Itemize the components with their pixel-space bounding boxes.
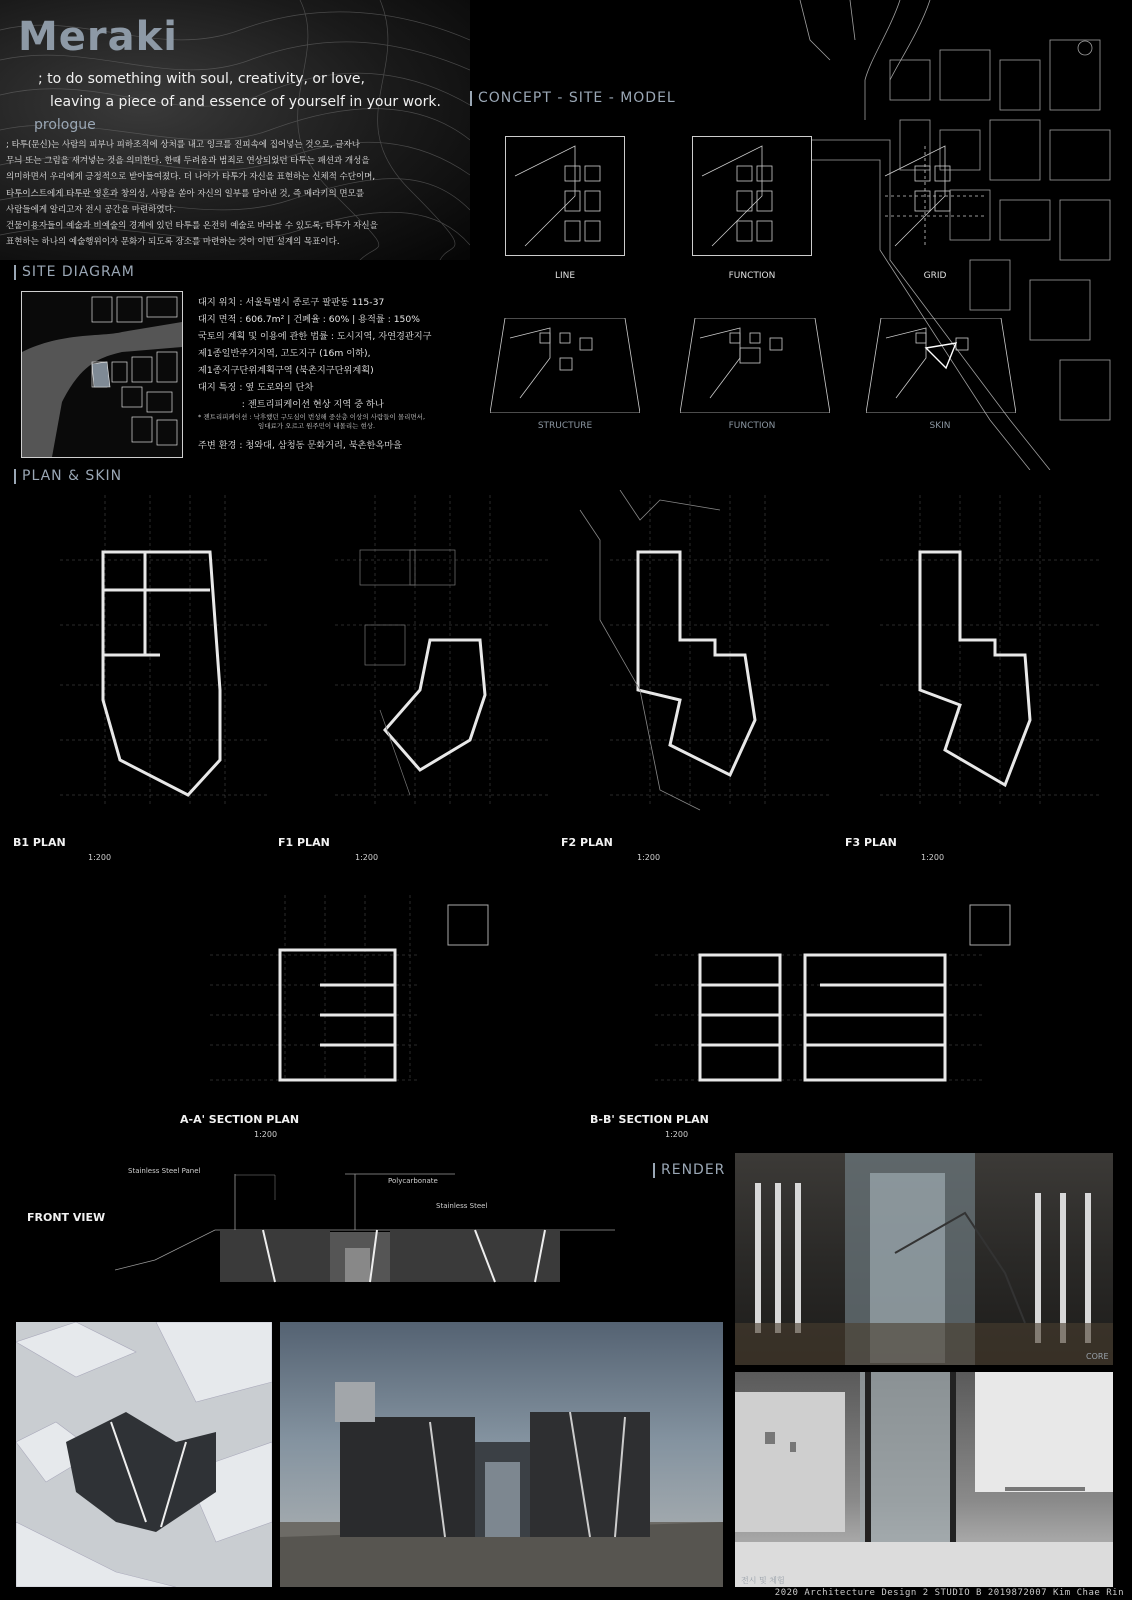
- model-structure: [490, 318, 640, 413]
- concept-heading: CONCEPT - SITE - MODEL: [470, 91, 676, 106]
- site-info-line: 대지 위치 : 서울특별시 종로구 팔판동 115-37: [198, 297, 385, 308]
- front-view-label: FRONT VIEW: [27, 1211, 106, 1224]
- section-title: B-B' SECTION PLAN: [590, 1113, 709, 1126]
- plan-scale: 1:200: [355, 853, 379, 862]
- render-caption: 전시 및 체험: [741, 1576, 785, 1585]
- plan-title: B1 PLAN: [13, 836, 66, 849]
- prologue-line: 무늬 또는 그림을 새겨넣는 것을 의미한다. 한때 두려움과 범죄로 연상되었던 타투는 패션과 개성을: [6, 156, 370, 167]
- site-info-line: 제1종일반주거지역, 고도지구 (16m 이하),: [198, 348, 371, 359]
- model-label: STRUCTURE: [537, 421, 593, 431]
- callout-label: Stainless Steel Panel: [128, 1167, 201, 1175]
- render-core: [735, 1153, 1113, 1365]
- front-elevation: [115, 1170, 615, 1285]
- plan-title: F2 PLAN: [561, 836, 613, 849]
- site-map: [21, 291, 183, 458]
- plan-title: F1 PLAN: [278, 836, 330, 849]
- site-info-line: 제1종지구단위계획구역 (북촌지구단위계획): [198, 365, 374, 376]
- model-label: SKIN: [929, 421, 951, 431]
- floor-plans-drawing: [40, 490, 1100, 820]
- callout-label: Polycarbonate: [388, 1177, 438, 1185]
- prologue-line: 의미하면서 우리에게 긍정적으로 받아들여졌다. 더 나아가 타투가 자신을 표현하는 신체적 수단이며,: [6, 172, 376, 183]
- section-a-drawing: [180, 890, 500, 1090]
- prologue-line: 건물이용자들이 예술과 비예술의 경계에 있던 타투를 온전히 예술로 바라볼 수 있도록, 타투가 자신을: [6, 221, 378, 232]
- render-caption: CORE: [1086, 1352, 1109, 1361]
- page-title: Meraki: [18, 14, 178, 60]
- plan-scale: 1:200: [921, 853, 945, 862]
- model-function: [692, 136, 812, 256]
- render-aerial-model: [16, 1322, 272, 1587]
- site-info-line: 국토의 계획 및 이용에 관한 법률 : 도시지역, 자연경관지구: [198, 331, 432, 342]
- site-note: * 젠트리피케이션 : 낙후했던 구도심이 번성해 중산층 이상의 사람들이 몰리면서,: [198, 413, 426, 421]
- model-grid: [875, 136, 995, 256]
- plan-scale: 1:200: [88, 853, 112, 862]
- render-heading: RENDER: [653, 1163, 725, 1178]
- prologue-line: 표현하는 하나의 예술행위이자 문화가 되도록 장소를 마련하는 것이 이번 설계의 목표이다.: [6, 237, 340, 248]
- model-line: [505, 136, 625, 256]
- prologue-heading: prologue: [34, 117, 96, 133]
- site-info: [198, 294, 432, 454]
- subtitle-line: ; to do something with soul, creativity, or love,: [38, 71, 365, 87]
- section-title: A-A' SECTION PLAN: [180, 1113, 300, 1126]
- site-info-line: 대지 면적 : 606.7m² | 건폐율 : 60% | 용적률 : 150%: [198, 314, 420, 325]
- site-note: 임대료가 오르고 원주민이 내몰리는 현상.: [258, 422, 376, 430]
- site-heading: SITE DIAGRAM: [14, 265, 135, 280]
- section-scale: 1:200: [665, 1130, 689, 1139]
- plan-scale: 1:200: [637, 853, 661, 862]
- site-info-line: : 젠트리피케이션 현상 지역 중 하나: [198, 399, 384, 410]
- prologue-line: 사람들에게 알리고자 전시 공간을 마련하였다.: [6, 204, 176, 215]
- model-skin: [866, 318, 1016, 413]
- subtitle: [38, 68, 458, 114]
- subtitle-line: leaving a piece of and essence of yourself in your work.: [50, 94, 441, 110]
- plan-title: F3 PLAN: [845, 836, 897, 849]
- section-scale: 1:200: [254, 1130, 278, 1139]
- site-info-line: 대지 특징 : 옆 도로와의 단차: [198, 382, 314, 393]
- site-surroundings: 주변 환경 : 청와대, 삼청동 문화거리, 북촌한옥마을: [198, 440, 402, 451]
- section-b-drawing: [645, 890, 1015, 1090]
- plan-heading: PLAN & SKIN: [14, 469, 122, 484]
- model-label: FUNCTION: [728, 421, 776, 431]
- model-label: GRID: [923, 271, 947, 281]
- callout-label: Stainless Steel: [436, 1202, 488, 1210]
- model-label: FUNCTION: [728, 271, 776, 281]
- prologue-text: [6, 137, 431, 250]
- footer-credit: 2020 Architecture Design 2 STUDIO B 2019872007 Kim Chae Rin: [774, 1588, 1124, 1598]
- render-exterior: [280, 1322, 723, 1587]
- render-exhibition: [735, 1372, 1113, 1587]
- model-function-3d: [680, 318, 830, 413]
- model-label: LINE: [554, 271, 576, 281]
- prologue-line: ; 타투(문신)는 사람의 피부나 피하조직에 상처를 내고 잉크를 진피속에 집어넣는 것으로, 글자나: [6, 140, 360, 150]
- prologue-line: 타투이스트에게 타투란 영혼과 창의성, 사랑을 쏟아 자신의 일부를 담아낸 것, 즉 메라키의 면모를: [6, 188, 365, 199]
